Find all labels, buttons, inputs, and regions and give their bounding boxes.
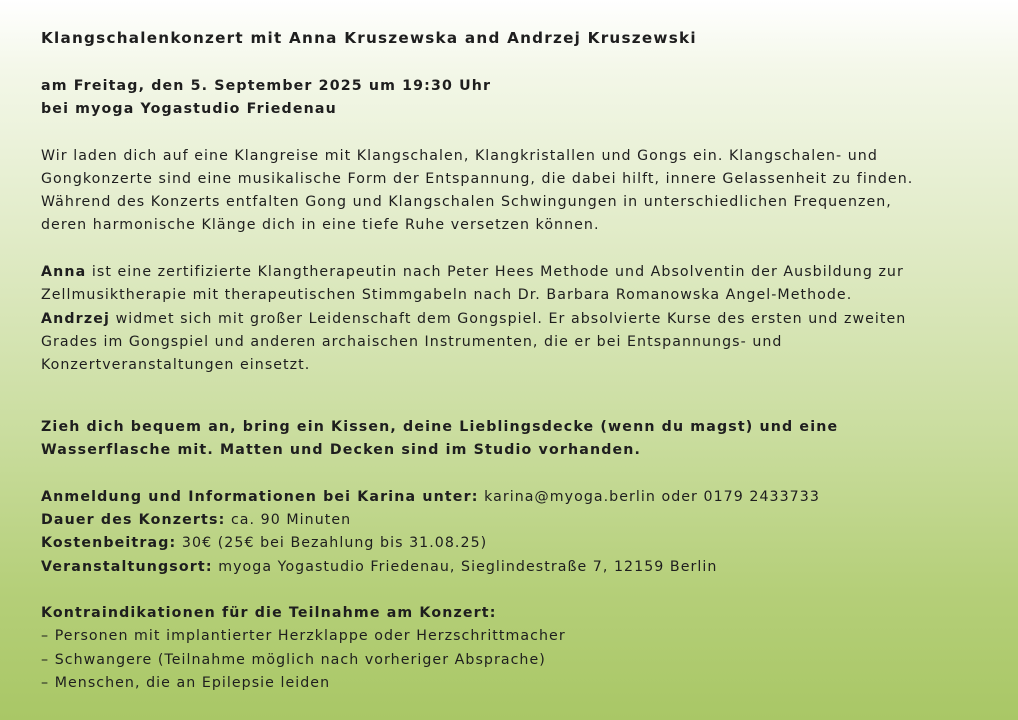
anna-bio-text: ist eine zertifizierte Klangtherapeutin nach Peter Hees Methode und Absolventin der Ausbildung zur [86,264,904,280]
location-value: myoga Yogastudio Friedenau, Sieglindestraße 7, 12159 Berlin [212,559,718,575]
andrzej-bio-line: Grades im Gongspiel und anderen archaischen Instrumenten, die er bei Entspannungs- und [41,334,783,350]
intro-line: deren harmonische Klänge dich in eine tiefe Ruhe versetzen können. [41,217,600,233]
anna-bio-line [41,263,904,281]
intro-line: Wir laden dich auf eine Klangreise mit Klangschalen, Klangkristallen und Gongs ein. Klangschalen- und [41,148,878,164]
event-venue: bei myoga Yogastudio Friedenau [41,101,337,117]
bring-note-line: Wasserflasche mit. Matten und Decken sind im Studio vorhanden. [41,442,642,458]
duration-info [41,511,351,529]
location-info [41,558,717,576]
price-info [41,534,487,552]
price-value: 30€ (25€ bei Bezahlung bis 31.08.25) [176,535,488,551]
event-date: am Freitag, den 5. September 2025 um 19:30 Uhr [41,78,492,94]
andrzej-bio-text: widmet sich mit großer Leidenschaft dem Gongspiel. Er absolvierte Kurse des ersten und zweiten [110,311,907,327]
price-label: Kostenbeitrag: [41,535,177,551]
registration-label: Anmeldung und Informationen bei Karina unter: [41,489,479,505]
andrzej-bio-line [41,310,906,328]
intro-line: Gongkonzerte sind eine musikalische Form der Entspannung, die dabei hilft, innere Gelassenheit zu finden. [41,171,914,187]
andrzej-bio-line: Konzertveranstaltungen einsetzt. [41,357,311,373]
contraindications-heading: Kontraindikationen für die Teilnahme am Konzert: [41,605,497,621]
event-title: Klangschalenkonzert mit Anna Kruszewska and Andrzej Kruszewski [41,29,697,47]
contraindication-item: – Menschen, die an Epilepsie leiden [41,675,331,691]
anna-name: Anna [41,264,87,280]
location-label: Veranstaltungsort: [41,559,213,575]
anna-bio-line: Zellmusiktherapie mit therapeutischen Stimmgabeln nach Dr. Barbara Romanowska Angel-Methode. [41,287,853,303]
duration-value: ca. 90 Minuten [225,512,352,528]
duration-label: Dauer des Konzerts: [41,512,226,528]
contraindication-item: – Schwangere (Teilnahme möglich nach vorheriger Absprache) [41,652,546,668]
bring-note-line: Zieh dich bequem an, bring ein Kissen, deine Lieblingsdecke (wenn du magst) und eine [41,419,839,435]
contraindication-item: – Personen mit implantierter Herzklappe oder Herzschrittmacher [41,628,566,644]
intro-line: Während des Konzerts entfalten Gong und Klangschalen Schwingungen in unterschiedlichen Frequenzen, [41,194,892,210]
registration-info [41,488,820,506]
registration-value: karina@myoga.berlin oder 0179 2433733 [478,489,820,505]
andrzej-name: Andrzej [41,311,111,327]
